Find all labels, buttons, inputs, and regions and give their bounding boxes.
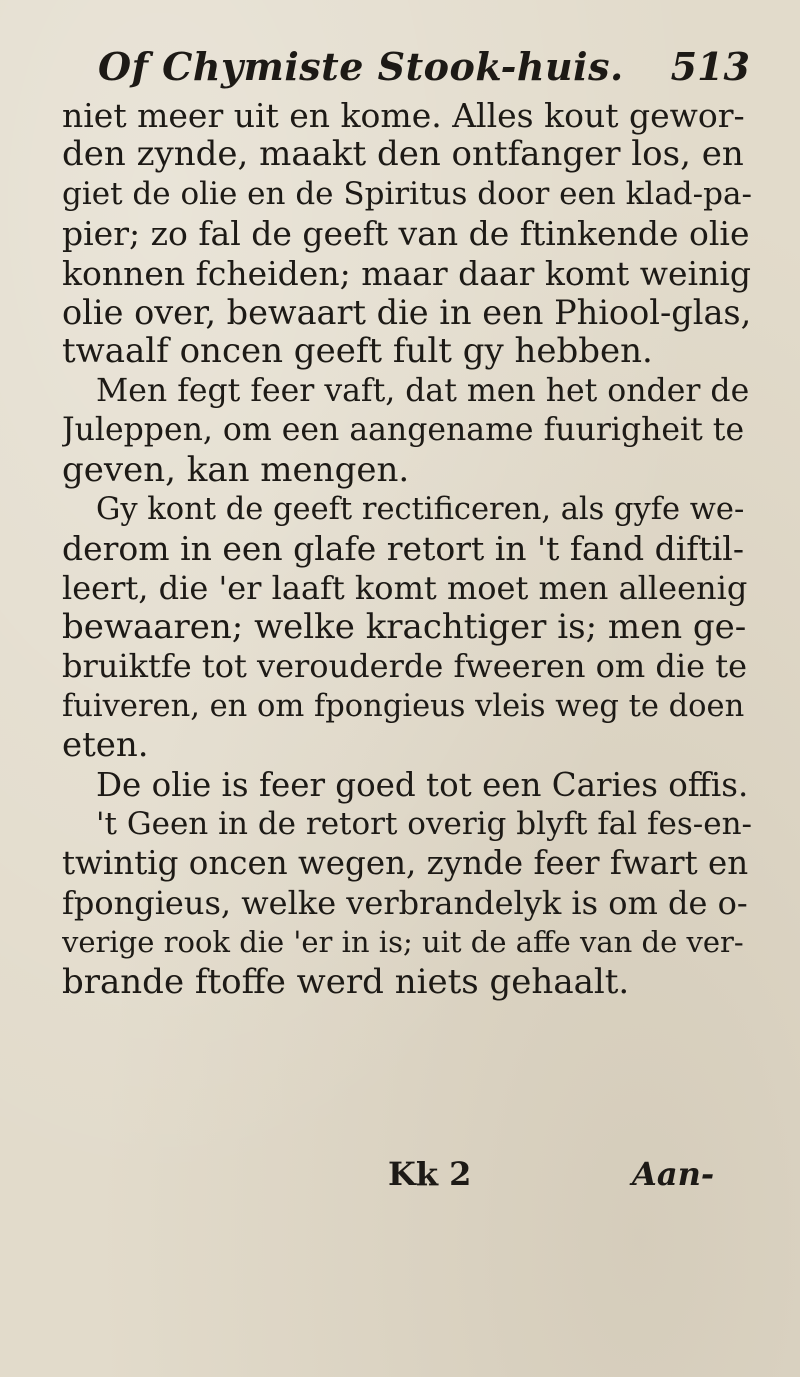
text-line: derom in een glafe retort in 't fand diftil-: [62, 529, 745, 569]
text-line: fuiveren, en om fpongieus vleis weg te doen: [62, 688, 745, 724]
text-line: Juleppen, om een aangename fuurigheit te: [62, 412, 745, 449]
text-line: 't Geen in de retort overig blyft fal fes-en-: [96, 806, 752, 843]
running-title: Of Chymiste Stook-huis.: [98, 44, 624, 89]
body-text: [62, 96, 752, 1002]
text-line: olie over, bewaart die in een Phiool-glas,: [62, 292, 752, 332]
text-line: brande ftoffe werd niets gehaalt.: [62, 962, 630, 1002]
text-line: konnen fcheiden; maar daar komt weinig: [62, 253, 752, 293]
text-line: pier; zo fal de geeft van de ftinkende olie: [62, 214, 750, 254]
text-line: giet de olie en de Spiritus door een klad-pa-: [62, 175, 752, 212]
text-line: leert, die 'er laaft komt moet men alleenig: [62, 568, 748, 607]
text-line: bewaaren; welke krachtiger is; men ge-: [62, 608, 747, 648]
text-line: geven, kan mengen.: [62, 450, 410, 490]
text-line: eten.: [62, 726, 149, 766]
text-line: verige rook die 'er in is; uit de affe van de ver-: [62, 925, 744, 960]
text-line: De olie is feer goed tot een Caries offis.: [96, 765, 749, 804]
page-header: [60, 42, 750, 92]
text-line: den zynde, maakt den ontfanger los, en: [62, 135, 744, 175]
page-number: 513: [670, 44, 750, 89]
text-line: Gy kont de geeft rectificeren, als gyfe we-: [96, 491, 745, 527]
text-line: Men fegt feer vaft, dat men het onder de: [96, 372, 750, 409]
signature-mark: Kk 2: [388, 1155, 472, 1193]
text-line: twintig oncen wegen, zynde feer fwart en: [62, 844, 749, 883]
catchword: Aan-: [632, 1155, 715, 1193]
page-footer: [0, 1155, 800, 1205]
text-line: fpongieus, welke verbrandelyk is om de o-: [62, 883, 748, 922]
text-line: bruiktfe tot verouderde fweeren om die te: [62, 647, 748, 686]
text-line: niet meer uit en kome. Alles kout gewor-: [62, 96, 745, 135]
text-line: twaalf oncen geeft fult gy hebben.: [62, 332, 653, 372]
